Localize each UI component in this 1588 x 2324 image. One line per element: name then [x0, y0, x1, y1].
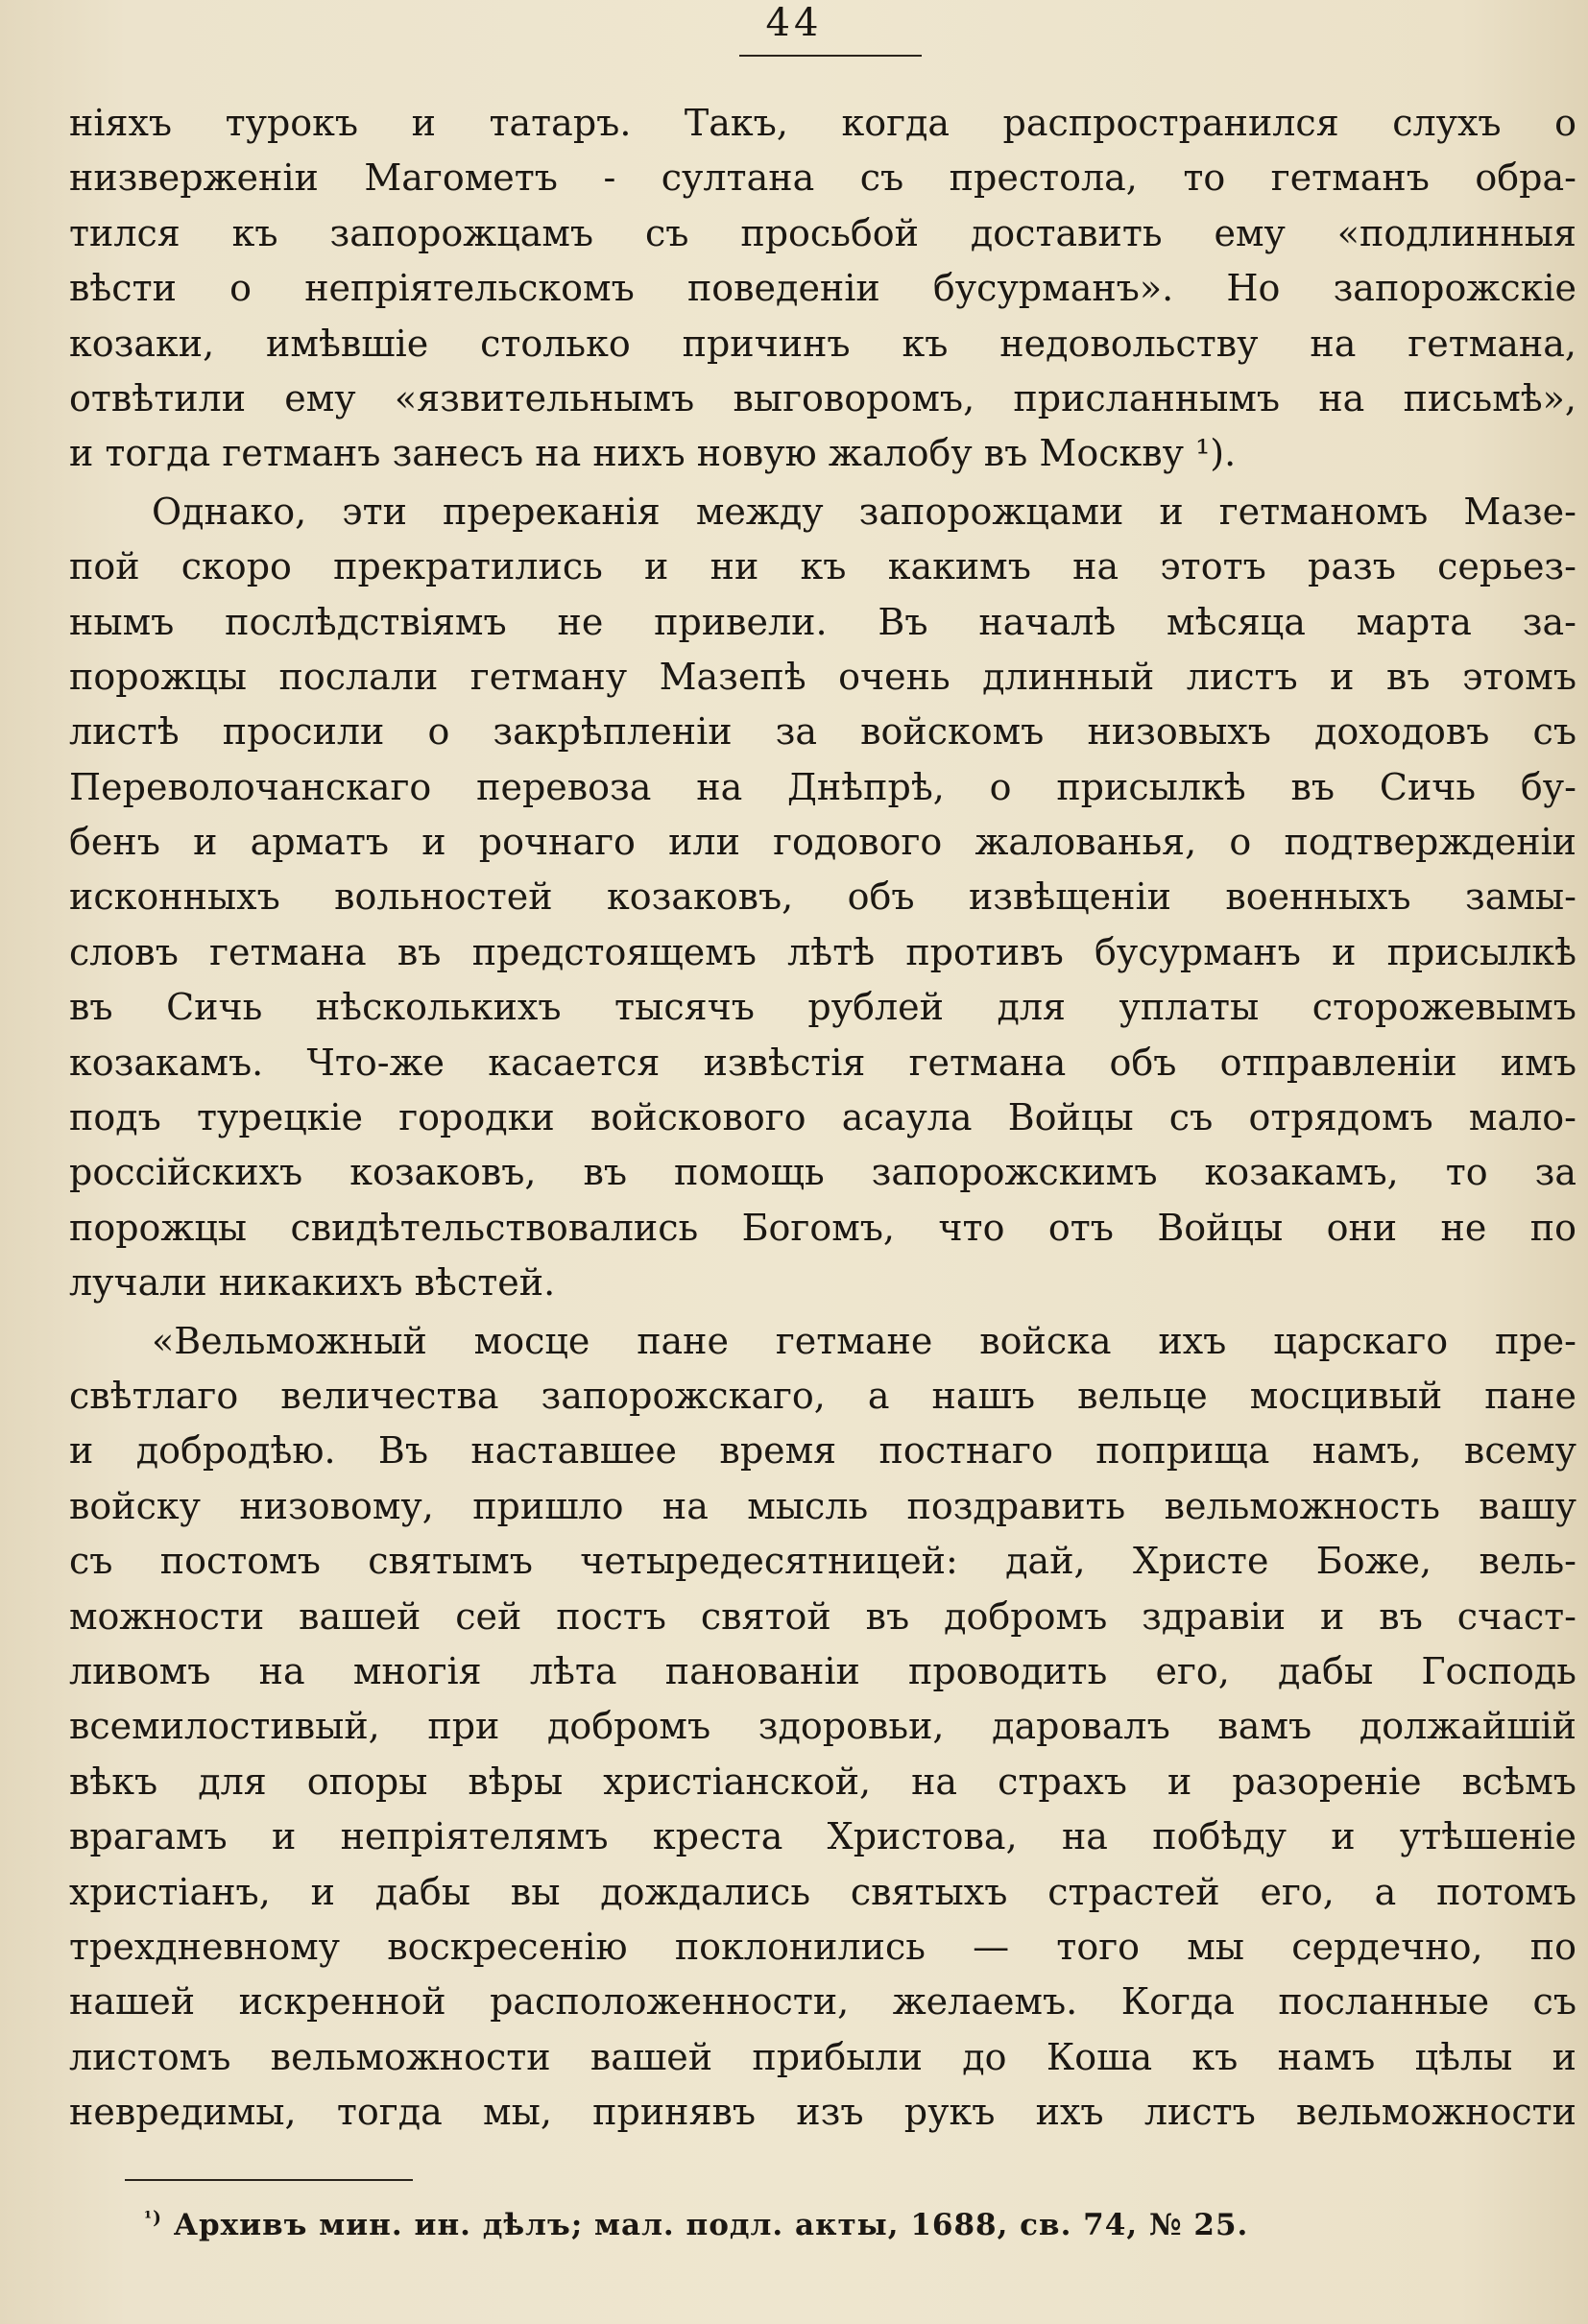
text-line: словъ гетмана въ предстоящемъ лѣтѣ противъ бусурманъ и присылкѣ — [69, 930, 1576, 973]
text-line: тился къ запорожцамъ съ просьбой доставить ему «подлинныя — [69, 211, 1576, 254]
footnote — [144, 2206, 1248, 2244]
text-line: лучали никакихъ вѣстей. — [69, 1261, 556, 1305]
text-line: бенъ и арматъ и рочнаго или годового жалованья, о подтвержденіи — [69, 821, 1576, 864]
text-line: исконныхъ вольностей козаковъ, объ извѣщеніи военныхъ замы- — [69, 875, 1576, 919]
text-line: подъ турецкіе городки войскового асаула Войцы съ отрядомъ мало- — [69, 1096, 1576, 1139]
text-line: и тогда гетманъ занесъ на нихъ новую жалобу въ Москву ¹). — [69, 432, 1237, 475]
text-line: войску низовому, пришло на мысль поздравить вельможность вашу — [69, 1484, 1576, 1527]
text-line: невредимы, тогда мы, принявъ изъ рукъ ихъ листъ вельможности — [69, 2091, 1576, 2134]
text-line: христіанъ, и дабы вы дождались святыхъ страстей его, а потомъ — [69, 1870, 1576, 1913]
text-line: ливомъ на многія лѣта панованіи проводить его, дабы Господь — [69, 1649, 1576, 1692]
text-line: вѣкъ для опоры вѣры христіанской, на страхъ и разореніе всѣмъ — [69, 1760, 1576, 1803]
footnote-marker: ¹) — [144, 2208, 162, 2229]
text-line: козаки, имѣвшіе столько причинъ къ недовольству на гетмана, — [69, 322, 1576, 365]
paragraph-start-line: «Вельможный мосце пане гетмане войска ихъ царскаго пре- — [152, 1319, 1576, 1362]
paragraph-start-line: Однако, эти пререканія между запорожцами и гетманомъ Мазе- — [152, 490, 1576, 533]
text-line: врагамъ и непріятелямъ креста Христова, на побѣду и утѣшеніе — [69, 1815, 1576, 1858]
text-line: порожцы свидѣтельствовались Богомъ, что отъ Войцы они не по — [69, 1206, 1576, 1249]
text-line: свѣтлаго величества запорожскаго, а нашъ вельце мосцивый пане — [69, 1374, 1576, 1417]
text-line: и добродѣю. Въ наставшее время постнаго поприща намъ, всему — [69, 1429, 1576, 1473]
text-line: Переволочанскаго перевоза на Днѣпрѣ, о присылкѣ въ Сичь бу- — [69, 765, 1576, 808]
text-line: въ Сичь нѣсколькихъ тысячъ рублей для уплаты сторожевымъ — [69, 986, 1576, 1029]
text-line: ніяхъ турокъ и татаръ. Такъ, когда распространился слухъ о — [69, 102, 1576, 144]
footnote-text: Архивъ мин. ин. дѣлъ; мал. подл. акты, 1688, св. 74, № 25. — [161, 2208, 1249, 2242]
text-line: трехдневному воскресенію поклонились — того мы сердечно, по — [69, 1925, 1576, 1968]
text-line: россійскихъ козаковъ, въ помощь запорожскимъ козакамъ, то за — [69, 1151, 1576, 1194]
text-line: всемилостивый, при добромъ здоровьи, даровалъ вамъ должайшій — [69, 1705, 1576, 1748]
text-line: низверженіи Магометъ - султана съ престола, то гетманъ обра- — [69, 156, 1576, 200]
text-line: листѣ просили о закрѣпленіи за войскомъ низовыхъ доходовъ съ — [69, 710, 1576, 754]
text-line: нымъ послѣдствіямъ не привели. Въ началѣ мѣсяца марта за- — [69, 600, 1576, 643]
text-line: порожцы послали гетману Мазепѣ очень длинный листъ и въ этомъ — [69, 655, 1576, 698]
text-line: пой скоро прекратились и ни къ какимъ на этотъ разъ серьез- — [69, 545, 1576, 588]
body-text — [69, 96, 1576, 2140]
text-line: отвѣтили ему «язвительнымъ выговоромъ, присланнымъ на письмѣ», — [69, 376, 1576, 419]
text-line: съ постомъ святымъ четыредесятницей: дай, Христе Боже, вель- — [69, 1540, 1576, 1583]
text-line: можности вашей сей постъ святой въ добромъ здравіи и въ счаст- — [69, 1594, 1576, 1638]
footnote-rule — [125, 2179, 413, 2181]
page-number: 44 — [765, 1, 823, 45]
text-line: нашей искренной расположенности, желаемъ. Когда посланные съ — [69, 1980, 1576, 2024]
text-line: вѣсти о непріятельскомъ поведеніи бусурманъ». Но запорожскіе — [69, 267, 1576, 310]
text-line: листомъ вельможности вашей прибыли до Коша къ намъ цѣлы и — [69, 2035, 1576, 2078]
header-rule — [739, 55, 922, 57]
text-line: козакамъ. Что-же касается извѣстія гетмана объ отправленіи имъ — [69, 1041, 1576, 1084]
